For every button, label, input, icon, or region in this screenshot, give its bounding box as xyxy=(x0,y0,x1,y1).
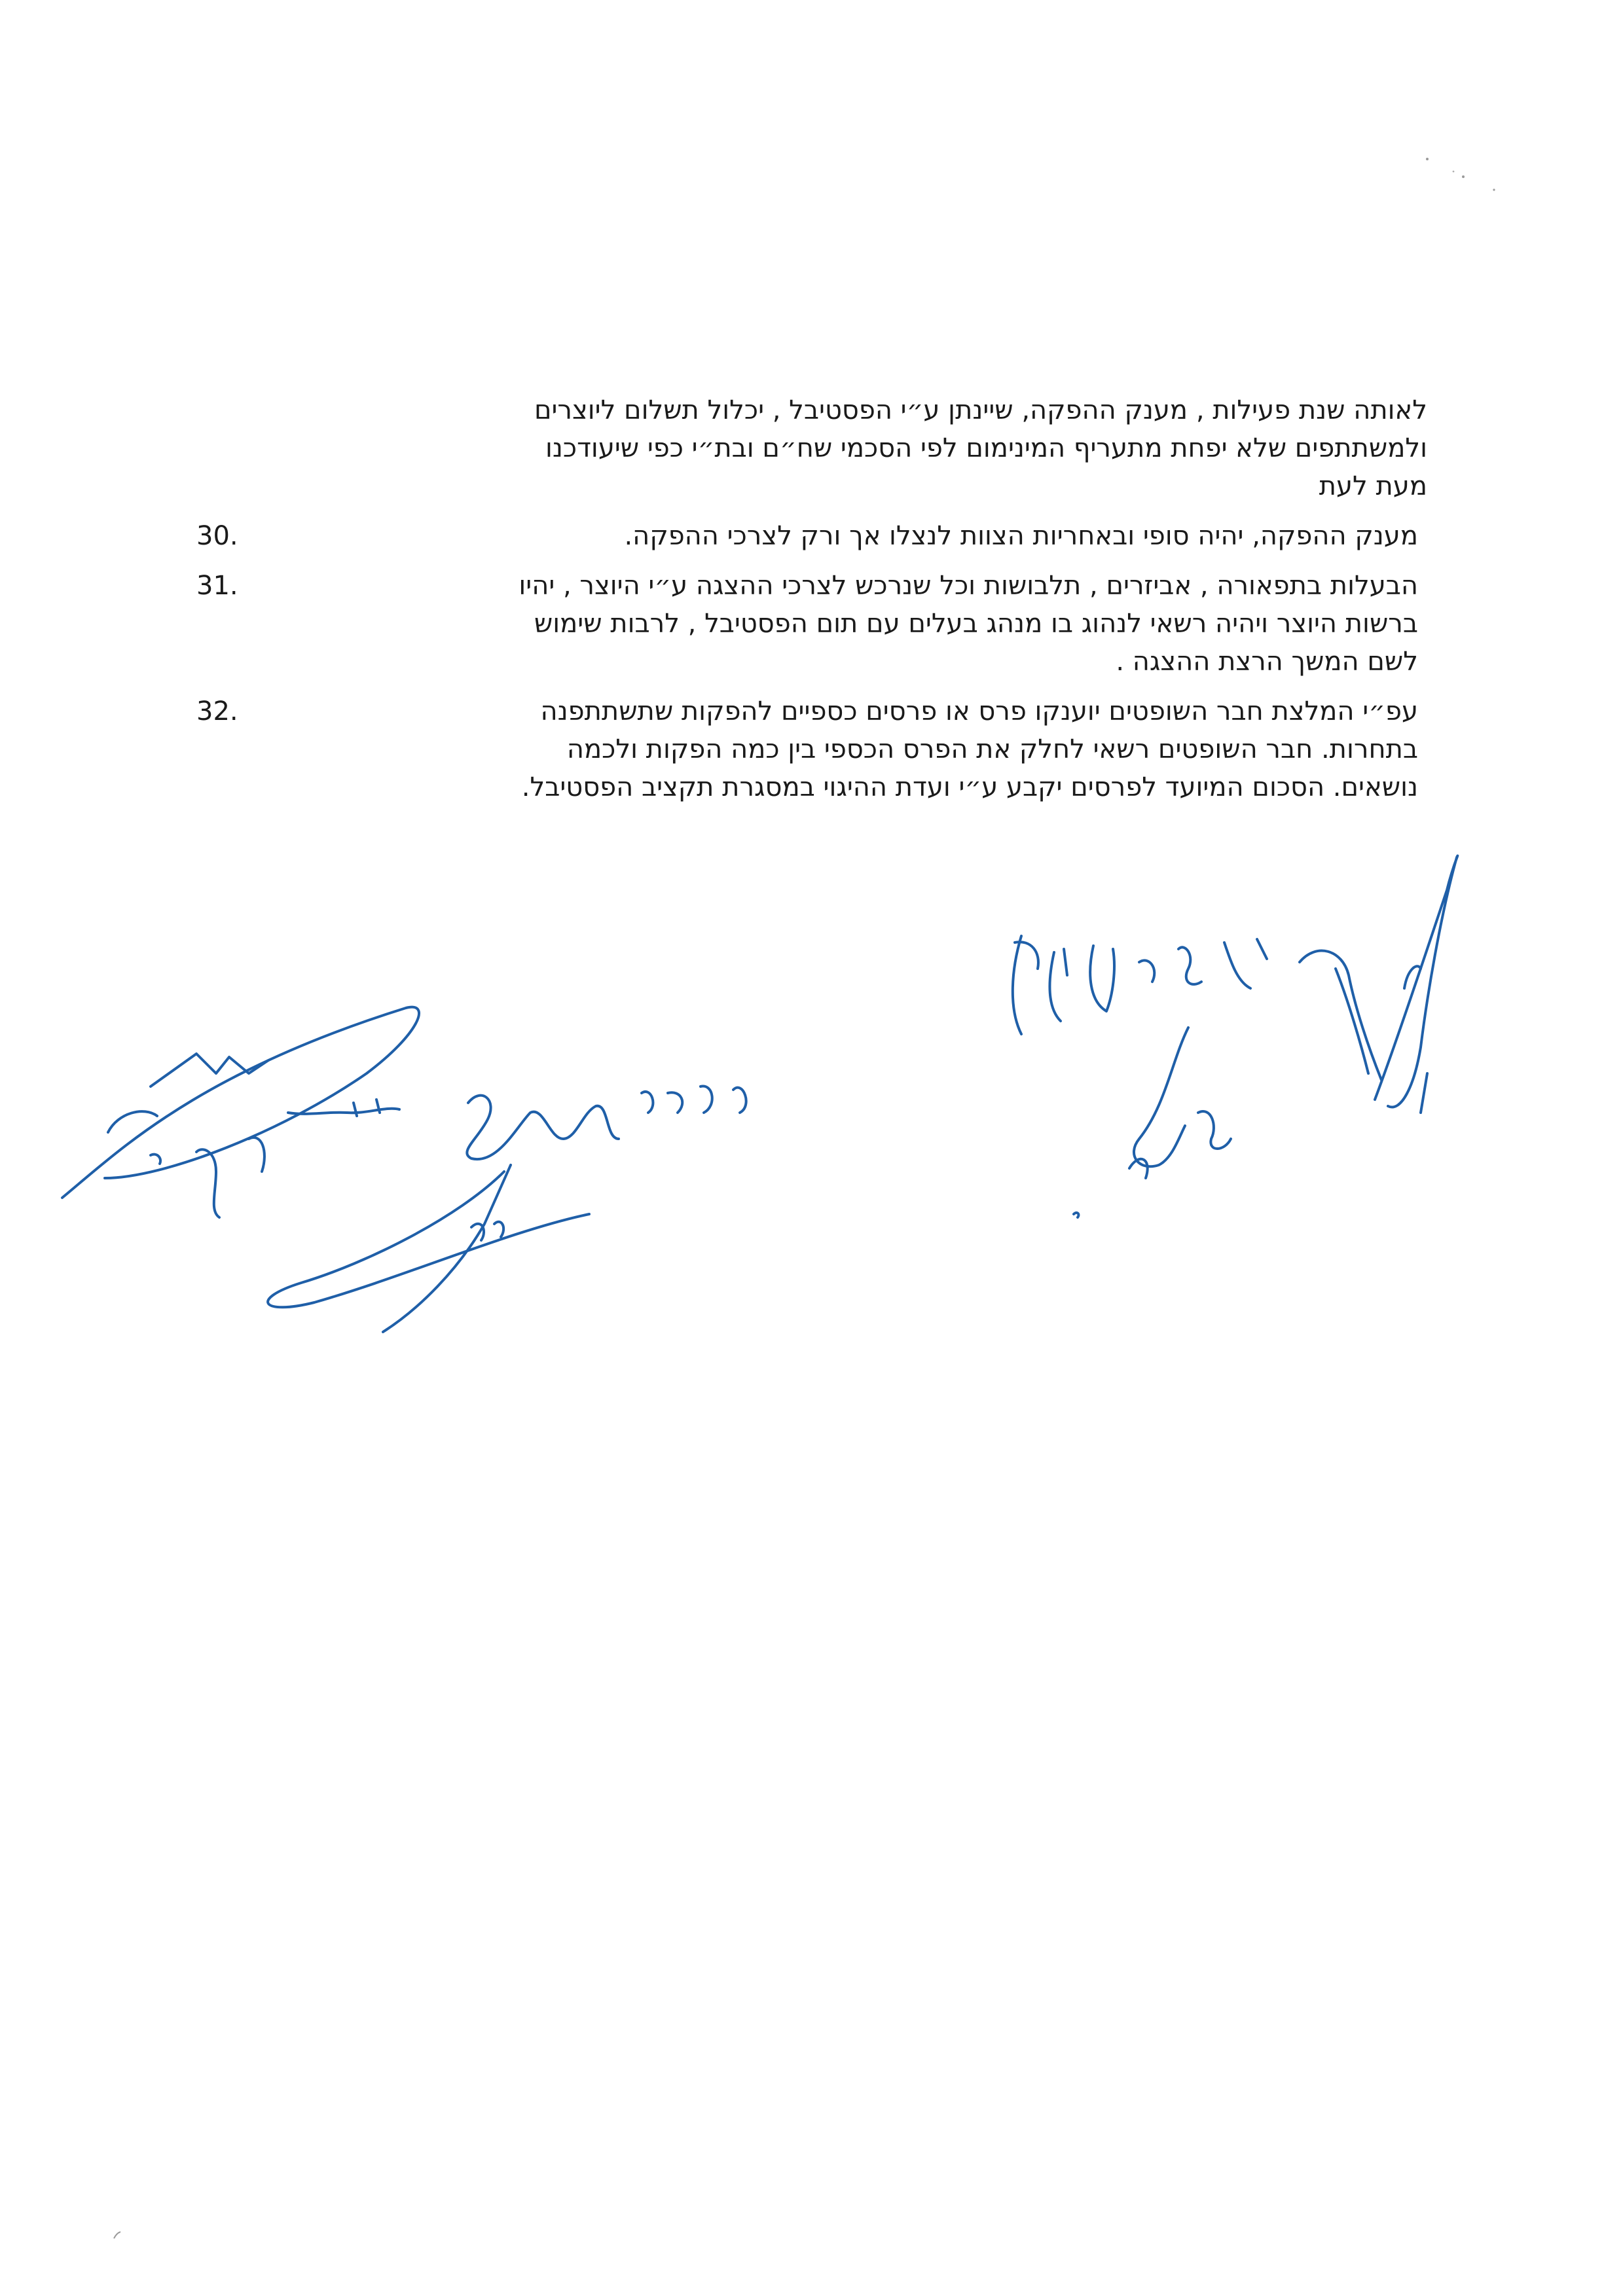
clause-line: עפ״י המלצת חבר השופטים יוענקו פרס או פרסים כספיים להפקות שתשתתפנה xyxy=(540,696,1418,726)
paragraph-line: לאותה שנת פעילות , מענק ההפקה, שיינתן ע״י הפסטיבל , יכלול תשלום ליוצרים xyxy=(534,395,1427,425)
clause-line: בתחרות. חבר השופטים רשאי לחלק את הפרס הכספי בין כמה הפקות ולכמה xyxy=(566,734,1418,764)
clause-line: מענק ההפקה, יהיה סופי ובאחריות הצוות לנצלו אך ורק לצרכי ההפקה. xyxy=(624,521,1418,551)
clause-30 xyxy=(196,517,1427,555)
clause-text xyxy=(237,692,1427,806)
clause-line: ברשות היוצר ויהיה רשאי לנהוג בו מנהג בעלים עם תום הפסטיבל , לרבות שימוש xyxy=(534,609,1418,639)
clause-number-label: 31. xyxy=(196,571,238,601)
clause-line: הבעלות בתפאורה , אביזרים , תלבושות וכל שנרכש לצרכי ההצגה ע״י היוצר , יהיו xyxy=(519,571,1418,601)
signature-left xyxy=(62,1007,746,1332)
document-body xyxy=(196,391,1427,818)
clause-31 xyxy=(196,567,1427,681)
paragraph-line: ולמשתתפים שלא יפחת מתעריף המינימום לפי הסכמי שח״ם ובת״י כפי שיעודכנו xyxy=(545,433,1427,463)
clause-number xyxy=(196,567,237,605)
signature-right xyxy=(1013,855,1458,1217)
clause-number-label: 32. xyxy=(196,696,238,726)
paragraph-line: מעת לעת xyxy=(1319,471,1427,501)
clause-number xyxy=(196,517,237,555)
clause-32 xyxy=(196,692,1427,806)
clause-text xyxy=(237,517,1427,555)
clause-number-label: 30. xyxy=(196,521,238,551)
clause-line: נושאים. הסכום המיועד לפרסים יקבע ע״י ועדת ההיגוי במסגרת תקציב הפסטיבל. xyxy=(521,772,1418,802)
clause-line: לשם המשך הרצת ההצגה . xyxy=(1116,647,1418,677)
clause-text xyxy=(237,567,1427,681)
opening-paragraph xyxy=(196,391,1427,505)
clause-number xyxy=(196,692,237,730)
